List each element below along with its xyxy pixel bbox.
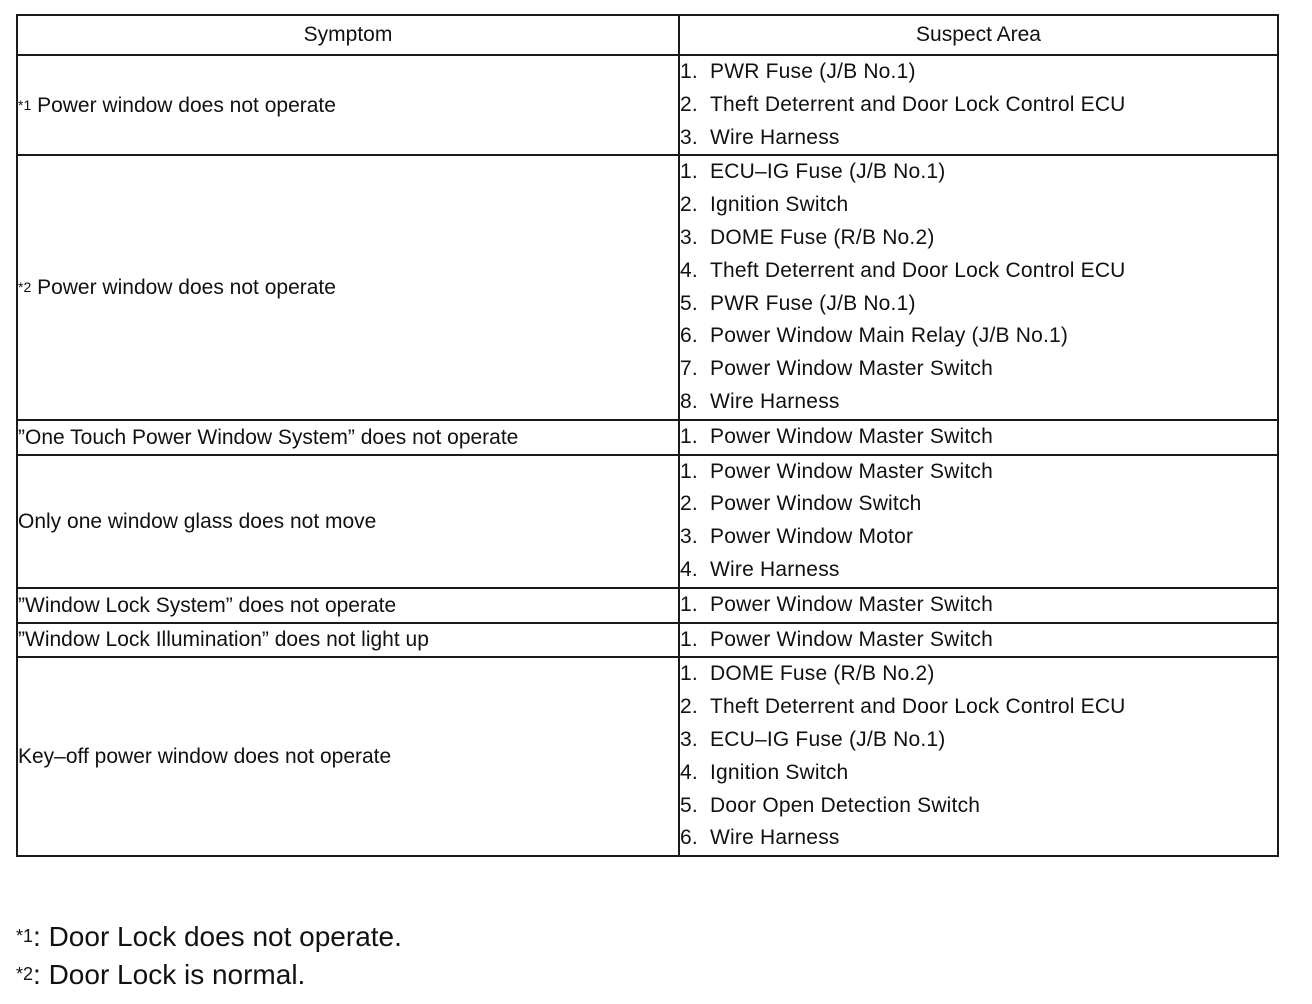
suspect-area-item [680, 255, 1277, 288]
symptom-text: Power window does not operate [37, 275, 336, 299]
symptom-text: Key–off power window does not operate [18, 745, 392, 769]
item-number: 1. [680, 60, 698, 83]
item-text: Power Window Master Switch [710, 459, 993, 483]
footnote-text: : Door Lock is normal. [33, 959, 306, 990]
item-text: DOME Fuse (R/B No.2) [710, 225, 935, 249]
item-number: 2. [680, 92, 698, 116]
symptom-cell [17, 455, 679, 588]
symptom-cell [17, 588, 679, 623]
item-number: 2. [680, 695, 698, 719]
header-row [17, 15, 1278, 55]
item-number: 4. [680, 760, 698, 784]
item-text: Wire Harness [710, 389, 840, 413]
item-text: Power Window Switch [710, 492, 922, 516]
symptom-text: Only one window glass does not move [18, 509, 377, 533]
footnote [16, 956, 402, 994]
footnote-marker: *2 [16, 964, 34, 984]
item-text: PWR Fuse (J/B No.1) [710, 60, 916, 83]
item-number: 1. [680, 627, 698, 651]
item-text: Power Window Master Switch [710, 357, 993, 381]
suspect-area-cell [679, 455, 1278, 588]
suspect-area-list [680, 624, 1277, 657]
item-number: 6. [680, 826, 698, 850]
footnote [16, 918, 402, 956]
suspect-area-list [680, 658, 1277, 855]
suspect-area-item [680, 353, 1277, 386]
item-number: 7. [680, 357, 698, 381]
footnote-marker: *1 [16, 926, 34, 946]
table-row [17, 657, 1278, 856]
suspect-area-item [680, 822, 1277, 855]
table-row [17, 155, 1278, 419]
item-number: 1. [680, 592, 698, 616]
suspect-area-item [680, 658, 1277, 691]
item-text: Power Window Main Relay (J/B No.1) [710, 324, 1069, 348]
item-text: Power Window Master Switch [710, 592, 993, 616]
suspect-area-item [680, 89, 1277, 122]
suspect-area-item [680, 624, 1277, 657]
item-number: 3. [680, 727, 698, 751]
suspect-area-cell [679, 623, 1278, 658]
suspect-area-cell [679, 420, 1278, 455]
footnotes [16, 918, 402, 994]
suspect-area-item [680, 288, 1277, 321]
symptom-table [16, 14, 1279, 857]
item-text: Wire Harness [710, 125, 840, 149]
table-row [17, 420, 1278, 455]
symptom-text: ”Window Lock System” does not operate [18, 593, 397, 617]
item-text: Ignition Switch [710, 760, 849, 784]
suspect-area-item [680, 56, 1277, 89]
symptom-text: ”One Touch Power Window System” does not operate [18, 425, 519, 449]
item-text: Wire Harness [710, 826, 840, 850]
item-number: 5. [680, 291, 698, 315]
item-text: Theft Deterrent and Door Lock Control ECU [710, 92, 1126, 116]
item-number: 4. [680, 557, 698, 581]
symptom-cell [17, 420, 679, 455]
item-number: 5. [680, 793, 698, 817]
suspect-area-list [680, 456, 1277, 587]
suspect-area-item [680, 757, 1277, 790]
item-number: 4. [680, 258, 698, 282]
suspect-area-item [680, 386, 1277, 419]
suspect-area-list [680, 56, 1277, 154]
symptom-cell [17, 155, 679, 419]
item-text: ECU–IG Fuse (J/B No.1) [710, 160, 946, 184]
item-text: Power Window Motor [710, 525, 914, 549]
item-text: ECU–IG Fuse (J/B No.1) [710, 727, 946, 751]
suspect-area-item [680, 421, 1277, 454]
symptom-cell [17, 623, 679, 658]
suspect-area-item [680, 222, 1277, 255]
suspect-area-item [680, 156, 1277, 189]
item-text: Theft Deterrent and Door Lock Control ECU [710, 258, 1126, 282]
table-row [17, 455, 1278, 588]
symptom-marker: *1 [18, 96, 32, 113]
item-number: 1. [680, 662, 698, 686]
symptom-marker: *2 [18, 278, 32, 295]
header-suspect-area: Suspect Area [679, 15, 1278, 55]
item-text: Theft Deterrent and Door Lock Control ECU [710, 695, 1126, 719]
symptom-text: ”Window Lock Illumination” does not light up [18, 628, 429, 652]
item-number: 3. [680, 125, 698, 149]
suspect-area-cell [679, 588, 1278, 623]
item-number: 1. [680, 160, 698, 184]
suspect-area-item [680, 724, 1277, 757]
suspect-area-list [680, 589, 1277, 622]
item-text: Door Open Detection Switch [710, 793, 981, 817]
suspect-area-cell [679, 657, 1278, 856]
table-row [17, 55, 1278, 155]
footnote-text: : Door Lock does not operate. [33, 921, 402, 952]
suspect-area-item [680, 189, 1277, 222]
item-number: 8. [680, 389, 698, 413]
item-text: DOME Fuse (R/B No.2) [710, 662, 935, 686]
table-row [17, 588, 1278, 623]
table-row [17, 623, 1278, 658]
item-number: 1. [680, 459, 698, 483]
suspect-area-cell [679, 55, 1278, 155]
suspect-area-item [680, 456, 1277, 489]
suspect-area-cell [679, 155, 1278, 419]
table-body [17, 55, 1278, 856]
item-number: 3. [680, 525, 698, 549]
suspect-area-item [680, 554, 1277, 587]
item-number: 2. [680, 492, 698, 516]
item-text: PWR Fuse (J/B No.1) [710, 291, 916, 315]
header-symptom: Symptom [17, 15, 679, 55]
item-text: Ignition Switch [710, 193, 849, 217]
suspect-area-item [680, 790, 1277, 823]
item-number: 1. [680, 424, 698, 448]
item-text: Wire Harness [710, 557, 840, 581]
symptom-text: Power window does not operate [37, 93, 336, 117]
item-text: Power Window Master Switch [710, 627, 993, 651]
symptom-cell [17, 657, 679, 856]
item-number: 3. [680, 225, 698, 249]
suspect-area-item [680, 122, 1277, 155]
suspect-area-list [680, 156, 1277, 418]
item-number: 6. [680, 324, 698, 348]
suspect-area-list [680, 421, 1277, 454]
suspect-area-item [680, 320, 1277, 353]
symptom-cell [17, 55, 679, 155]
suspect-area-item [680, 589, 1277, 622]
item-number: 2. [680, 193, 698, 217]
item-text: Power Window Master Switch [710, 424, 993, 448]
suspect-area-item [680, 521, 1277, 554]
suspect-area-item [680, 488, 1277, 521]
suspect-area-item [680, 691, 1277, 724]
